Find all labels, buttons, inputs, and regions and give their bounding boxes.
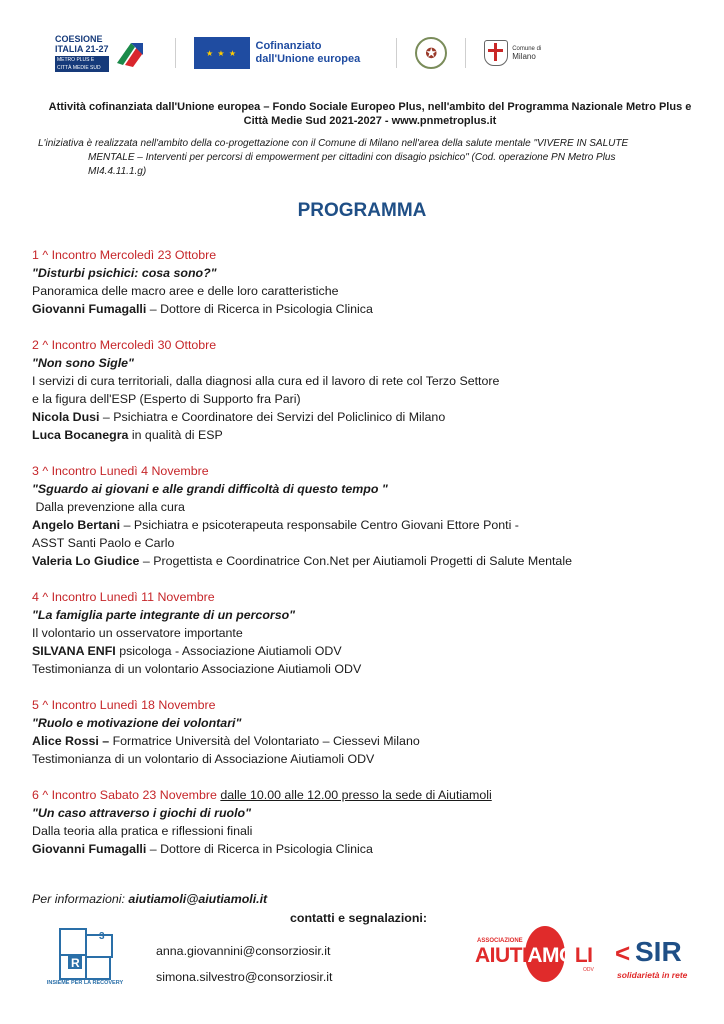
info-label: Per informazioni: [32,892,129,906]
program-event [32,336,712,444]
eu-cofinanced-logo [194,37,361,69]
event-speaker [32,300,712,318]
event-speaker [32,660,712,678]
speaker-role: Formatrice Università del Volontariato – Ciessevi Milano [109,734,420,748]
event-speaker [32,408,712,426]
initiative-statement [38,137,678,179]
event-speaker [32,840,712,858]
speaker-role: – Progettista e Coordinatrice Con.Net per Aiutiamoli Progetti di Salute Mentale [139,554,572,568]
sir-word: SIR [635,936,682,967]
eu-flag-icon: ★ ★ ★ [194,37,250,69]
coesione-sub1: METRO PLUS E [55,56,109,64]
info-email[interactable]: aiutiamoli@aiutiamoli.it [128,892,268,906]
coesione-italia-logo [55,34,149,72]
speaker-role: – Dottore di Ricerca in Psicologia Clinica [146,842,373,856]
program-event [32,462,712,570]
eu-line2: dall'Unione europea [255,53,361,65]
program-event [32,246,712,318]
program-event [32,786,712,858]
speaker-role: Testimonianza di un volontario Associazione Aiutiamoli ODV [32,662,362,676]
event-title: "Un caso attraverso i giochi di ruolo" [32,806,251,820]
milano-line1: Comune di [512,45,542,52]
event-heading: 2 ^ Incontro Mercoledì 30 Ottobre [32,338,217,352]
program-event [32,588,712,678]
event-title: "Disturbi psichici: cosa sono?" [32,266,217,280]
milano-line2: Milano [512,51,536,61]
event-title: "Non sono Sigle" [32,356,134,370]
event-description: Dalla prevenzione alla cura [32,500,185,514]
initiative-line: MENTALE – Interventi per percorsi di empowerment per cittadini con disagio psichico" (Cod. operazione PN Metro Plus [88,152,616,163]
speaker-role: in qualità di ESP [128,428,223,442]
contacts-section [32,892,712,925]
event-description: Panoramica delle macro aree e delle loro caratteristiche [32,284,339,298]
contact-email[interactable]: simona.silvestro@consorziosir.it [156,970,333,984]
event-speaker [32,642,712,660]
svg-text:3: 3 [99,931,105,942]
speaker-role: Testimonianza di un volontario di Associazione Aiutiamoli ODV [32,752,375,766]
speaker-role: – Psichiatra e Coordinatore dei Servizi del Policlinico di Milano [99,410,446,424]
sir-tagline: solidarietà in rete [617,970,688,980]
event-speaker [32,552,712,570]
speaker-name: Angelo Bertani [32,518,121,532]
event-title: "La famiglia parte integrante di un percorso" [32,608,296,622]
event-description: I servizi di cura territoriali, dalla diagnosi alla cura ed il lavoro di rete col Terzo Settore [32,374,500,388]
contacts-heading: contatti e segnalazioni: [290,911,428,925]
funding-line: Città Medie Sud 2021-2027 - www.pnmetroplus.it [243,115,497,127]
insieme-caption: INSIEME PER LA RECOVERY [46,980,124,986]
sir-logo [615,934,715,984]
event-heading: 5 ^ Incontro Lunedì 18 Novembre [32,698,216,712]
aiutiamoli-assoc: ASSOCIAZIONE [477,938,523,944]
event-note: dalle 10.00 alle 12.00 presso la sede di Aiutiamoli [220,788,492,802]
contact-emails [156,938,332,990]
contact-email[interactable]: anna.giovannini@consorziosir.it [156,944,331,958]
info-line [32,892,712,906]
aiutiamoli-logo [475,926,595,984]
event-heading: 3 ^ Incontro Lunedì 4 Novembre [32,464,209,478]
page-title: PROGRAMMA [297,200,427,221]
speaker-name: Luca Bocanegra [32,428,129,442]
funding-line: Attività cofinanziata dall'Unione europea – Fondo Sociale Europeo Plus, nell'ambito del Programma Nazionale Metro Plus e [48,101,692,113]
comune-milano-logo [484,40,541,66]
coesione-arrows-icon [113,37,149,69]
italian-republic-emblem-icon: ✪ [415,37,447,69]
event-title: "Ruolo e motivazione dei volontari" [32,716,242,730]
event-description: e la figura dell'ESP (Esperto di Supporto fra Pari) [32,392,301,406]
speaker-name: Giovanni Fumagalli [32,842,147,856]
speaker-role: ASST Santi Paolo e Carlo [32,536,175,550]
logo-bar [55,30,675,76]
event-speaker [32,534,712,552]
speaker-name: Alice Rossi – [32,734,110,748]
event-heading: 4 ^ Incontro Lunedì 11 Novembre [32,590,215,604]
initiative-line: MI4.4.11.1.g) [88,166,147,177]
speaker-name: Nicola Dusi [32,410,100,424]
speaker-role: – Psichiatra e psicoterapeuta responsabile Centro Giovani Ettore Ponti - [120,518,519,532]
aiutiamoli-odv: ODV [583,967,594,973]
coesione-sub2: CITTÀ MEDIE SUD [55,64,109,72]
share-icon: < [615,938,631,968]
funding-statement [30,100,710,128]
program-event [32,696,712,768]
event-speaker [32,750,712,768]
aiutiamoli-name: AIUTIAMOLI [475,944,593,967]
event-speaker [32,516,712,534]
svg-text:R: R [71,956,80,970]
event-speaker [32,426,712,444]
coesione-subtitle: ITALIA 21-27 [55,44,109,54]
event-description: Dalla teoria alla pratica e riflessioni finali [32,824,253,838]
logo-separator [175,38,176,68]
event-description: Il volontario un osservatore importante [32,626,243,640]
logo-separator [465,38,466,68]
speaker-role: – Dottore di Ricerca in Psicologia Clinica [146,302,373,316]
event-heading: 6 ^ Incontro Sabato 23 Novembre dalle 10.00 alle 12.00 presso la sede di Aiutiamoli [32,788,492,802]
speaker-name: Giovanni Fumagalli [32,302,147,316]
eu-line1: Cofinanziato [255,40,322,52]
logo-separator [396,38,397,68]
initiative-line: L'iniziativa è realizzata nell'ambito della co-progettazione con il Comune di Milano nell'area della salute mentale "VIVERE IN SALUTE [38,138,629,149]
milano-shield-icon [484,40,508,66]
program-list [32,246,712,876]
event-heading: 1 ^ Incontro Mercoledì 23 Ottobre [32,248,217,262]
coesione-title: COESIONE [55,34,103,44]
speaker-name: SILVANA ENFI [32,644,116,658]
speaker-role: psicologa - Associazione Aiutiamoli ODV [115,644,342,658]
event-title: "Sguardo ai giovani e alle grandi difficoltà di questo tempo " [32,482,388,496]
event-speaker [32,732,712,750]
speaker-name: Valeria Lo Giudice [32,554,140,568]
